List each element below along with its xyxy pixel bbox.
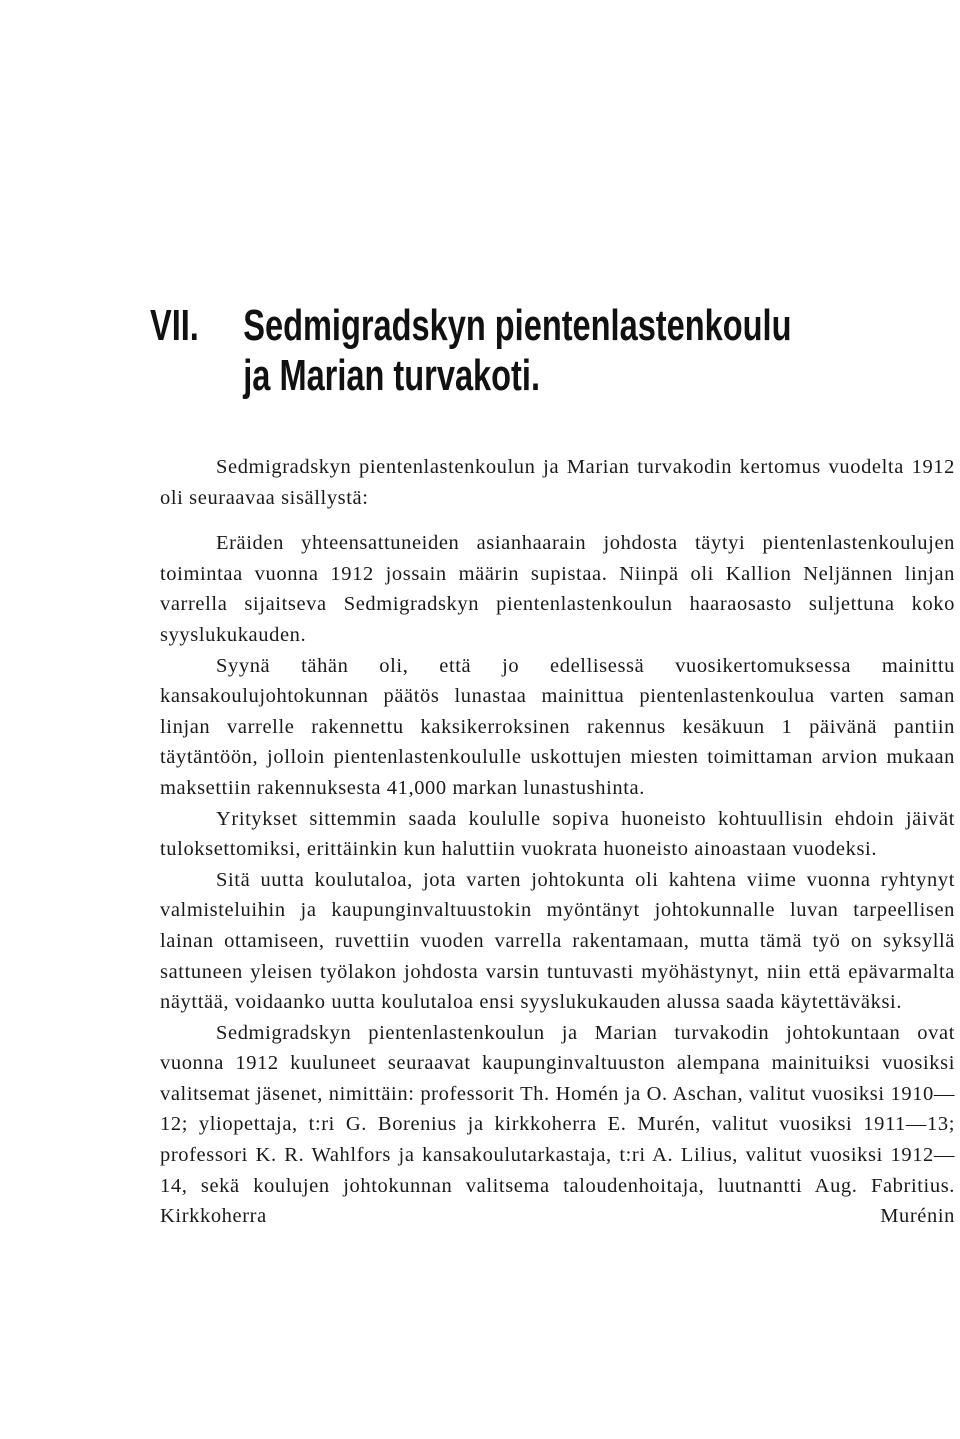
chapter-title-line-1: Sedmigradskyn pientenlastenkoulu (243, 301, 792, 351)
paragraph: Eräiden yhteensattuneiden asianhaarain johdosta täytyi pientenlastenkoulujen toimintaa vuonna 1912 jossain määrin supistaa. Niinpä oli Kallion Neljännen linjan varrella sijaitseva Sedmigradskyn pientenlastenkoulun haaraosasto suljettuna koko syyslukukauden. (160, 532, 955, 646)
heading-line-2 (150, 351, 742, 401)
body-text (160, 452, 955, 1232)
chapter-number: VII. (150, 301, 199, 351)
chapter-heading (150, 301, 792, 401)
heading-line-1 (150, 301, 792, 351)
paragraph: Yritykset sittemmin saada koululle sopiva huoneisto kohtuullisin ehdoin jäivät tuloksettomiksi, erittäinkin kun haluttiin vuokrata huoneisto ainoastaan vuodeksi. (160, 807, 955, 861)
paragraph: Syynä tähän oli, että jo edellisessä vuosikertomuksessa mainittu kansakoulujohtokunnan päätös lunastaa mainittua pientenlastenkoulua varten saman linjan varrelle rakennettu kaksikerroksinen rakennus kesäkuun 1 päivänä pantiin täytäntöön, jolloin pientenlastenkoululle uskottujen miesten toimittaman arvion mukaan maksettiin rakennuksesta 41,000 markan lunastushinta. (160, 654, 955, 799)
paragraph: Sedmigradskyn pientenlastenkoulun ja Marian turvakodin johtokuntaan ovat vuonna 1912 kuuluneet seuraavat kaupunginvaltuuston alempana mainituiksi vuosiksi valitsemat jäsenet, nimittäin: professorit Th. Homén ja O. Aschan, valitut vuosiksi 1910—12; yliopettaja, t:ri G. Borenius ja kirkkoherra E. Murén, valitut vuosiksi 1911—13; professori K. R. Wahlfors ja kansakoulutarkastaja, t:ri A. Lilius, valitut vuosiksi 1912—14, sekä koulujen johtokunnan valitsema taloudenhoitaja, luutnantti Aug. Fabritius. Kirkkoherra Murénin (160, 1021, 955, 1228)
paragraph-intro: Sedmigradskyn pientenlastenkoulun ja Marian turvakodin kertomus vuodelta 1912 oli seuraavaa sisällystä: (160, 456, 955, 509)
paragraph: Sitä uutta koulutaloa, jota varten johtokunta oli kahtena viime vuonna ryhtynyt valmisteluihin ja kaupunginvaltuustokin myöntänyt johtokunnalle luvan tarpeellisen lainan ottamiseen, ruvettiin vuoden varrella rakentamaan, mutta tämä työ on syksyllä sattuneen yleisen työlakon johdosta varsin tuntuvasti myöhästynyt, niin että epävarmalta näyttää, voidaanko uutta koulutaloa ensi syyslukukauden alussa saada käytettäväksi. (160, 868, 955, 1014)
chapter-title-line-2: ja Marian turvakoti. (243, 351, 540, 401)
